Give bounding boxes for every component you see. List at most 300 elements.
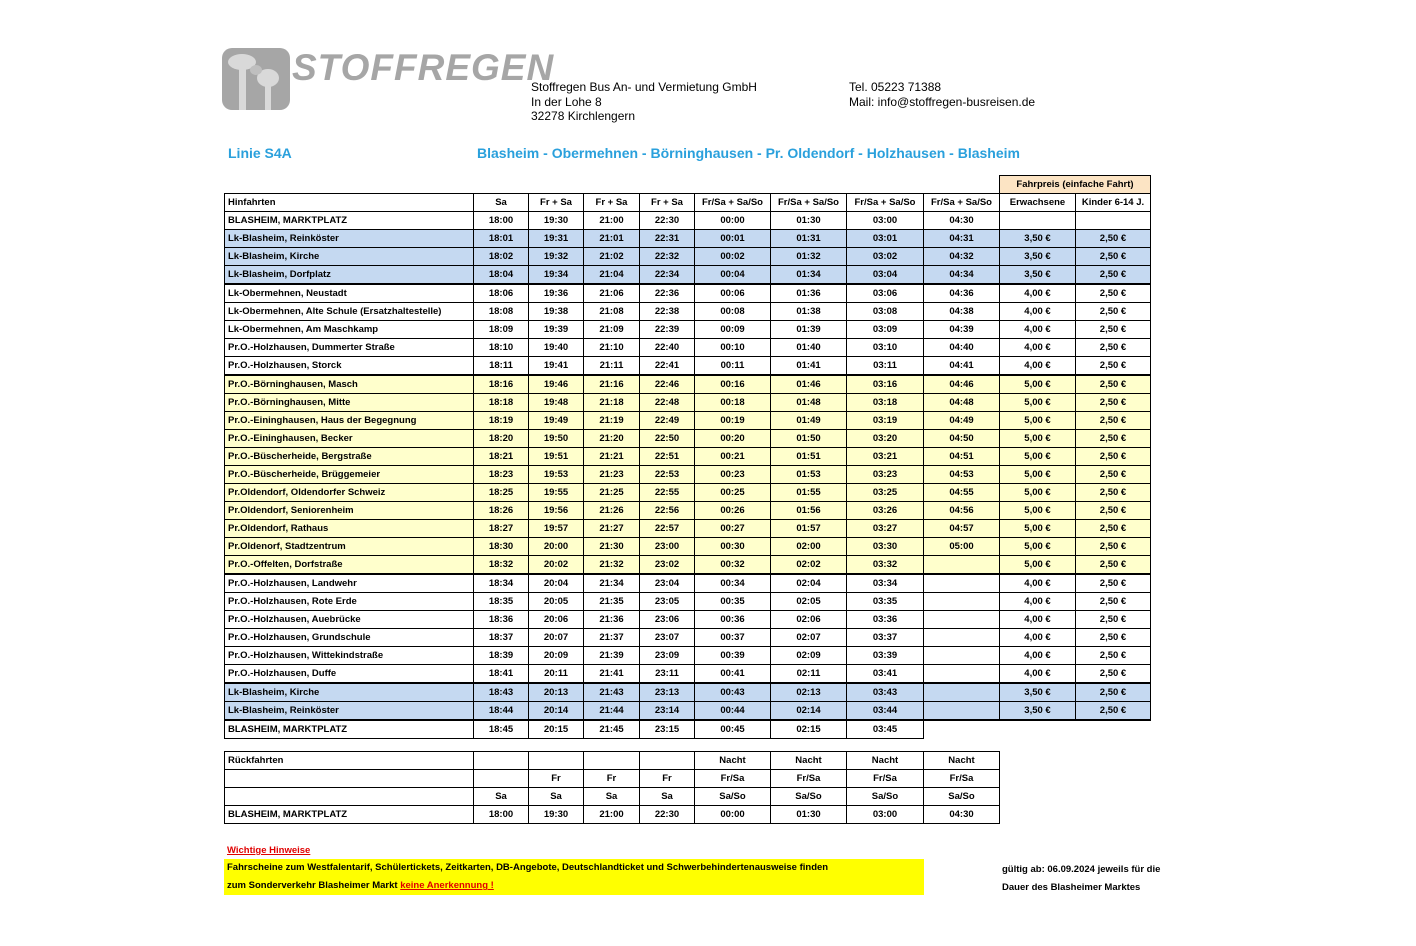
stop-name: Pr.O.-Offelten, Dorfstraße <box>225 556 474 575</box>
fare-cell: 2,50 € <box>1076 702 1151 721</box>
stop-name: Pr.Oldenorf, Stadtzentrum <box>225 538 474 556</box>
fare-cell: 2,50 € <box>1076 357 1151 376</box>
time-cell: 01:39 <box>771 321 847 339</box>
time-cell: Sa <box>474 788 529 806</box>
time-cell: 19:50 <box>529 430 584 448</box>
time-cell: 03:00 <box>847 212 924 230</box>
fare-cell: 4,00 € <box>1000 611 1076 629</box>
stop-name: Pr.Oldendorf, Seniorenheim <box>225 502 474 520</box>
time-cell: 02:00 <box>771 538 847 556</box>
fare-cell: 5,00 € <box>1000 520 1076 538</box>
fare-cell: 2,50 € <box>1076 629 1151 647</box>
time-cell: 02:02 <box>771 556 847 575</box>
time-cell: 03:39 <box>847 647 924 665</box>
time-cell: 03:16 <box>847 375 924 394</box>
time-cell: 00:36 <box>695 611 771 629</box>
stop-name: Lk-Blasheim, Kirche <box>225 683 474 702</box>
time-cell: 18:02 <box>474 248 529 266</box>
time-cell: 19:30 <box>529 212 584 230</box>
time-cell: Sa <box>529 788 584 806</box>
fare-cell: 5,00 € <box>1000 484 1076 502</box>
time-cell: 03:44 <box>847 702 924 721</box>
time-cell: 18:16 <box>474 375 529 394</box>
time-cell: 21:18 <box>584 394 640 412</box>
time-cell: Sa <box>640 788 695 806</box>
fare-cell: 2,50 € <box>1076 339 1151 357</box>
table-row <box>225 770 1000 788</box>
time-cell: Nacht <box>847 752 924 770</box>
time-cell: 20:04 <box>529 574 584 593</box>
time-cell <box>924 611 1000 629</box>
stop-name: Pr.O.-Holzhausen, Wittekindstraße <box>225 647 474 665</box>
time-cell: 19:30 <box>529 806 584 824</box>
fare-cell: 2,50 € <box>1076 466 1151 484</box>
time-cell: 04:36 <box>924 284 1000 303</box>
fare-cell: 5,00 € <box>1000 556 1076 575</box>
fare-cell: 4,00 € <box>1000 574 1076 593</box>
outbound-timetable <box>224 193 1151 739</box>
column-header: Fr/Sa + Sa/So <box>771 194 847 212</box>
time-cell <box>924 647 1000 665</box>
time-cell: 04:53 <box>924 466 1000 484</box>
fare-cell: 2,50 € <box>1076 611 1151 629</box>
stop-name: Pr.O.-Büscherheide, Bergstraße <box>225 448 474 466</box>
notes-box <box>224 859 924 895</box>
table-row <box>225 484 1151 502</box>
route-title: Blasheim - Obermehnen - Börninghausen - Pr. Oldendorf - Holzhausen - Blasheim <box>477 145 1020 161</box>
fare-cell: 2,50 € <box>1076 230 1151 248</box>
time-cell: 02:15 <box>771 720 847 739</box>
time-cell: Fr/Sa <box>771 770 847 788</box>
time-cell: 01:49 <box>771 412 847 430</box>
time-cell: 21:04 <box>584 266 640 285</box>
time-cell: 00:00 <box>695 212 771 230</box>
logo-wordmark: STOFFREGEN <box>292 47 555 88</box>
time-cell: 22:39 <box>640 321 695 339</box>
time-cell: 03:09 <box>847 321 924 339</box>
time-cell: 00:16 <box>695 375 771 394</box>
time-cell: 20:15 <box>529 720 584 739</box>
table-row <box>225 321 1151 339</box>
table-row <box>225 248 1151 266</box>
fare-cell: 2,50 € <box>1076 502 1151 520</box>
fare-cell: 5,00 € <box>1000 375 1076 394</box>
time-cell: 19:57 <box>529 520 584 538</box>
time-cell: 01:31 <box>771 230 847 248</box>
fare-cell: 5,00 € <box>1000 394 1076 412</box>
stop-name: Pr.O.-Holzhausen, Duffe <box>225 665 474 684</box>
time-cell: 01:32 <box>771 248 847 266</box>
fare-cell: 2,50 € <box>1076 248 1151 266</box>
time-cell: 19:51 <box>529 448 584 466</box>
time-cell: 19:56 <box>529 502 584 520</box>
fare-cell: 3,50 € <box>1000 248 1076 266</box>
fare-header: Fahrpreis (einfache Fahrt) <box>999 175 1151 194</box>
stop-name: BLASHEIM, MARKTPLATZ <box>225 806 474 824</box>
time-cell: 22:49 <box>640 412 695 430</box>
line-label: Linie S4A <box>228 145 292 161</box>
time-cell: 03:26 <box>847 502 924 520</box>
time-cell: 18:43 <box>474 683 529 702</box>
time-cell: Sa/So <box>924 788 1000 806</box>
stop-name: Lk-Blasheim, Reinköster <box>225 702 474 721</box>
table-row <box>225 412 1151 430</box>
time-cell <box>924 720 1000 739</box>
time-cell: 02:07 <box>771 629 847 647</box>
time-cell: 18:04 <box>474 266 529 285</box>
time-cell: 00:34 <box>695 574 771 593</box>
time-cell <box>474 770 529 788</box>
column-header: Erwachsene <box>1000 194 1076 212</box>
time-cell: Fr <box>529 770 584 788</box>
time-cell: Sa/So <box>771 788 847 806</box>
fare-cell <box>1076 720 1151 739</box>
time-cell: 00:18 <box>695 394 771 412</box>
fare-cell: 2,50 € <box>1076 412 1151 430</box>
company-street: In der Lohe 8 <box>531 94 602 109</box>
time-cell: 18:36 <box>474 611 529 629</box>
fare-cell: 2,50 € <box>1076 647 1151 665</box>
time-cell: 21:39 <box>584 647 640 665</box>
table-row <box>225 683 1151 702</box>
validity-line-1: gültig ab: 06.09.2024 jeweils für die <box>1002 864 1161 875</box>
time-cell: 21:06 <box>584 284 640 303</box>
time-cell: 22:34 <box>640 266 695 285</box>
stop-name: Lk-Blasheim, Dorfplatz <box>225 266 474 285</box>
table-row <box>225 266 1151 285</box>
stop-name: Pr.O.-Holzhausen, Rote Erde <box>225 593 474 611</box>
time-cell: 01:56 <box>771 502 847 520</box>
time-cell: Fr/Sa <box>924 770 1000 788</box>
time-cell: 21:32 <box>584 556 640 575</box>
stop-name: Lk-Obermehnen, Am Maschkamp <box>225 321 474 339</box>
column-header: Fr/Sa + Sa/So <box>924 194 1000 212</box>
time-cell: 22:31 <box>640 230 695 248</box>
time-cell: Sa/So <box>695 788 771 806</box>
fare-cell: 2,50 € <box>1076 593 1151 611</box>
time-cell: 21:26 <box>584 502 640 520</box>
time-cell: 04:57 <box>924 520 1000 538</box>
time-cell: 19:34 <box>529 266 584 285</box>
time-cell: 21:11 <box>584 357 640 376</box>
time-cell: 19:40 <box>529 339 584 357</box>
time-cell: 18:34 <box>474 574 529 593</box>
stop-name: BLASHEIM, MARKTPLATZ <box>225 720 474 739</box>
time-cell: 00:09 <box>695 321 771 339</box>
time-cell: 19:53 <box>529 466 584 484</box>
table-row <box>225 574 1151 593</box>
table-row <box>225 448 1151 466</box>
stop-name: Rückfahrten <box>225 752 474 770</box>
time-cell: 18:32 <box>474 556 529 575</box>
stop-name: Pr.O.-Börninghausen, Mitte <box>225 394 474 412</box>
notes-title: Wichtige Hinweise <box>227 845 311 856</box>
stop-name: Pr.O.-Eininghausen, Becker <box>225 430 474 448</box>
time-cell: 04:51 <box>924 448 1000 466</box>
time-cell: 18:41 <box>474 665 529 684</box>
time-cell <box>584 752 640 770</box>
time-cell: 02:05 <box>771 593 847 611</box>
stop-name: Lk-Obermehnen, Neustadt <box>225 284 474 303</box>
fare-cell: 5,00 € <box>1000 430 1076 448</box>
time-cell: 02:06 <box>771 611 847 629</box>
time-cell: 19:36 <box>529 284 584 303</box>
stop-name: Pr.O.-Eininghausen, Haus der Begegnung <box>225 412 474 430</box>
stop-name <box>225 788 474 806</box>
logo-trees-icon <box>222 48 290 110</box>
time-cell: 22:30 <box>640 806 695 824</box>
time-cell: 04:30 <box>924 212 1000 230</box>
fare-cell <box>1000 720 1076 739</box>
time-cell: 21:08 <box>584 303 640 321</box>
time-cell: 04:46 <box>924 375 1000 394</box>
time-cell <box>474 752 529 770</box>
fare-cell: 5,00 € <box>1000 538 1076 556</box>
time-cell: 03:41 <box>847 665 924 684</box>
time-cell: 19:49 <box>529 412 584 430</box>
time-cell: 23:15 <box>640 720 695 739</box>
time-cell: 02:13 <box>771 683 847 702</box>
time-cell: 03:36 <box>847 611 924 629</box>
time-cell: 21:23 <box>584 466 640 484</box>
time-cell: 21:25 <box>584 484 640 502</box>
column-header: Sa <box>474 194 529 212</box>
time-cell: 00:21 <box>695 448 771 466</box>
time-cell: 23:04 <box>640 574 695 593</box>
time-cell: 22:30 <box>640 212 695 230</box>
time-cell: 21:27 <box>584 520 640 538</box>
time-cell: 03:10 <box>847 339 924 357</box>
time-cell: 04:56 <box>924 502 1000 520</box>
time-cell: 21:44 <box>584 702 640 721</box>
stop-name: Pr.O.-Holzhausen, Auebrücke <box>225 611 474 629</box>
time-cell: 20:02 <box>529 556 584 575</box>
time-cell: 03:06 <box>847 284 924 303</box>
fare-cell: 3,50 € <box>1000 266 1076 285</box>
time-cell: 00:11 <box>695 357 771 376</box>
time-cell: 01:41 <box>771 357 847 376</box>
fare-cell: 2,50 € <box>1076 448 1151 466</box>
time-cell: 23:14 <box>640 702 695 721</box>
fare-cell: 2,50 € <box>1076 556 1151 575</box>
time-cell: 18:01 <box>474 230 529 248</box>
time-cell: 23:05 <box>640 593 695 611</box>
stop-name <box>225 770 474 788</box>
table-row <box>225 212 1151 230</box>
time-cell: 00:19 <box>695 412 771 430</box>
fare-cell: 2,50 € <box>1076 430 1151 448</box>
fare-cell: 3,50 € <box>1000 683 1076 702</box>
time-cell <box>640 752 695 770</box>
time-cell: 21:00 <box>584 212 640 230</box>
time-cell: 18:11 <box>474 357 529 376</box>
table-row <box>225 611 1151 629</box>
time-cell: 04:55 <box>924 484 1000 502</box>
time-cell: 18:39 <box>474 647 529 665</box>
time-cell: 03:27 <box>847 520 924 538</box>
time-cell: 18:20 <box>474 430 529 448</box>
time-cell: 04:41 <box>924 357 1000 376</box>
time-cell: 03:43 <box>847 683 924 702</box>
stop-name: Pr.O.-Holzhausen, Storck <box>225 357 474 376</box>
stop-name: Pr.O.-Holzhausen, Grundschule <box>225 629 474 647</box>
table-row <box>225 466 1151 484</box>
column-header: Fr/Sa + Sa/So <box>847 194 924 212</box>
time-cell: 18:00 <box>474 212 529 230</box>
fare-cell: 4,00 € <box>1000 339 1076 357</box>
fare-cell: 2,50 € <box>1076 538 1151 556</box>
time-cell: 18:25 <box>474 484 529 502</box>
fare-cell: 2,50 € <box>1076 520 1151 538</box>
time-cell: 01:36 <box>771 284 847 303</box>
time-cell: 00:44 <box>695 702 771 721</box>
time-cell: 23:06 <box>640 611 695 629</box>
time-cell <box>924 556 1000 575</box>
time-cell: 21:43 <box>584 683 640 702</box>
stop-name: Lk-Blasheim, Reinköster <box>225 230 474 248</box>
time-cell: 04:38 <box>924 303 1000 321</box>
time-cell: 01:48 <box>771 394 847 412</box>
time-cell: 18:06 <box>474 284 529 303</box>
time-cell: Fr <box>584 770 640 788</box>
column-header: Fr/Sa + Sa/So <box>695 194 771 212</box>
time-cell: 18:18 <box>474 394 529 412</box>
time-cell: 00:39 <box>695 647 771 665</box>
time-cell: 02:14 <box>771 702 847 721</box>
time-cell: 00:01 <box>695 230 771 248</box>
time-cell: 00:23 <box>695 466 771 484</box>
time-cell: 04:48 <box>924 394 1000 412</box>
time-cell: 01:55 <box>771 484 847 502</box>
time-cell <box>924 574 1000 593</box>
fare-cell: 3,50 € <box>1000 230 1076 248</box>
time-cell: 18:44 <box>474 702 529 721</box>
time-cell: 00:26 <box>695 502 771 520</box>
fare-cell: 4,00 € <box>1000 647 1076 665</box>
time-cell: 03:21 <box>847 448 924 466</box>
time-cell: 23:07 <box>640 629 695 647</box>
time-cell: Nacht <box>924 752 1000 770</box>
time-cell: 00:30 <box>695 538 771 556</box>
fare-cell: 2,50 € <box>1076 321 1151 339</box>
time-cell: 03:08 <box>847 303 924 321</box>
time-cell: 18:19 <box>474 412 529 430</box>
time-cell: 01:30 <box>771 212 847 230</box>
time-cell: 22:57 <box>640 520 695 538</box>
time-cell: 03:04 <box>847 266 924 285</box>
company-city: 32278 Kirchlengern <box>531 109 636 123</box>
note-warning: keine Anerkennung ! <box>400 880 494 891</box>
time-cell: 20:11 <box>529 665 584 684</box>
table-row <box>225 430 1151 448</box>
time-cell: 22:50 <box>640 430 695 448</box>
company-name: Stoffregen Bus An- und Vermietung GmbH <box>531 80 757 94</box>
note-line-1: Fahrscheine zum Westfalentarif, Schülertickets, Zeitkarten, DB-Angebote, Deutschlandticket und Schwerbehindertenausweise finden <box>227 862 829 873</box>
fare-cell: 4,00 € <box>1000 321 1076 339</box>
time-cell: 18:23 <box>474 466 529 484</box>
fare-cell: 4,00 € <box>1000 593 1076 611</box>
time-cell: 19:48 <box>529 394 584 412</box>
fare-cell <box>1076 212 1151 230</box>
stop-name: BLASHEIM, MARKTPLATZ <box>225 212 474 230</box>
time-cell: 18:08 <box>474 303 529 321</box>
time-cell: 23:00 <box>640 538 695 556</box>
time-cell: 00:27 <box>695 520 771 538</box>
time-cell: 03:25 <box>847 484 924 502</box>
fare-cell: 4,00 € <box>1000 303 1076 321</box>
time-cell: 01:40 <box>771 339 847 357</box>
column-header: Fr + Sa <box>529 194 584 212</box>
header-row <box>225 194 1151 212</box>
time-cell: 21:41 <box>584 665 640 684</box>
time-cell: 22:46 <box>640 375 695 394</box>
time-cell: 23:02 <box>640 556 695 575</box>
time-cell: Fr/Sa <box>695 770 771 788</box>
time-cell: 21:00 <box>584 806 640 824</box>
time-cell: 00:25 <box>695 484 771 502</box>
time-cell: 03:35 <box>847 593 924 611</box>
contact-phone: Tel. 05223 71388 <box>849 80 942 94</box>
fare-cell: 2,50 € <box>1076 484 1151 502</box>
time-cell: 03:11 <box>847 357 924 376</box>
time-cell: 21:37 <box>584 629 640 647</box>
fare-cell <box>1000 212 1076 230</box>
fare-cell: 5,00 € <box>1000 466 1076 484</box>
table-row <box>225 788 1000 806</box>
time-cell: 21:21 <box>584 448 640 466</box>
time-cell <box>924 702 1000 721</box>
time-cell <box>924 683 1000 702</box>
time-cell: 19:55 <box>529 484 584 502</box>
validity-line-2: Dauer des Blasheimer Marktes <box>1002 882 1141 893</box>
time-cell: 02:04 <box>771 574 847 593</box>
time-cell: 21:45 <box>584 720 640 739</box>
time-cell: 01:50 <box>771 430 847 448</box>
column-header: Fr + Sa <box>640 194 695 212</box>
time-cell: 22:40 <box>640 339 695 357</box>
table-row <box>225 520 1151 538</box>
time-cell: 20:07 <box>529 629 584 647</box>
time-cell: 03:34 <box>847 574 924 593</box>
time-cell: 00:32 <box>695 556 771 575</box>
time-cell: 04:34 <box>924 266 1000 285</box>
fare-cell: 2,50 € <box>1076 266 1151 285</box>
fare-cell: 2,50 € <box>1076 665 1151 684</box>
fare-cell: 2,50 € <box>1076 284 1151 303</box>
table-row <box>225 375 1151 394</box>
time-cell: 19:39 <box>529 321 584 339</box>
table-row <box>225 538 1151 556</box>
time-cell: 23:13 <box>640 683 695 702</box>
fare-cell: 2,50 € <box>1076 303 1151 321</box>
table-row <box>225 647 1151 665</box>
stop-name: Pr.O.-Holzhausen, Dummerter Straße <box>225 339 474 357</box>
return-timetable <box>224 751 1000 824</box>
time-cell: 03:37 <box>847 629 924 647</box>
time-cell: 18:00 <box>474 806 529 824</box>
time-cell: 00:06 <box>695 284 771 303</box>
fare-cell: 2,50 € <box>1076 394 1151 412</box>
time-cell: Fr <box>640 770 695 788</box>
fare-cell: 4,00 € <box>1000 629 1076 647</box>
note-line-2 <box>227 877 494 895</box>
column-header: Fr + Sa <box>584 194 640 212</box>
time-cell: 22:56 <box>640 502 695 520</box>
table-row <box>225 339 1151 357</box>
table-row <box>225 284 1151 303</box>
stop-name: Pr.O.-Holzhausen, Landwehr <box>225 574 474 593</box>
table-row <box>225 394 1151 412</box>
